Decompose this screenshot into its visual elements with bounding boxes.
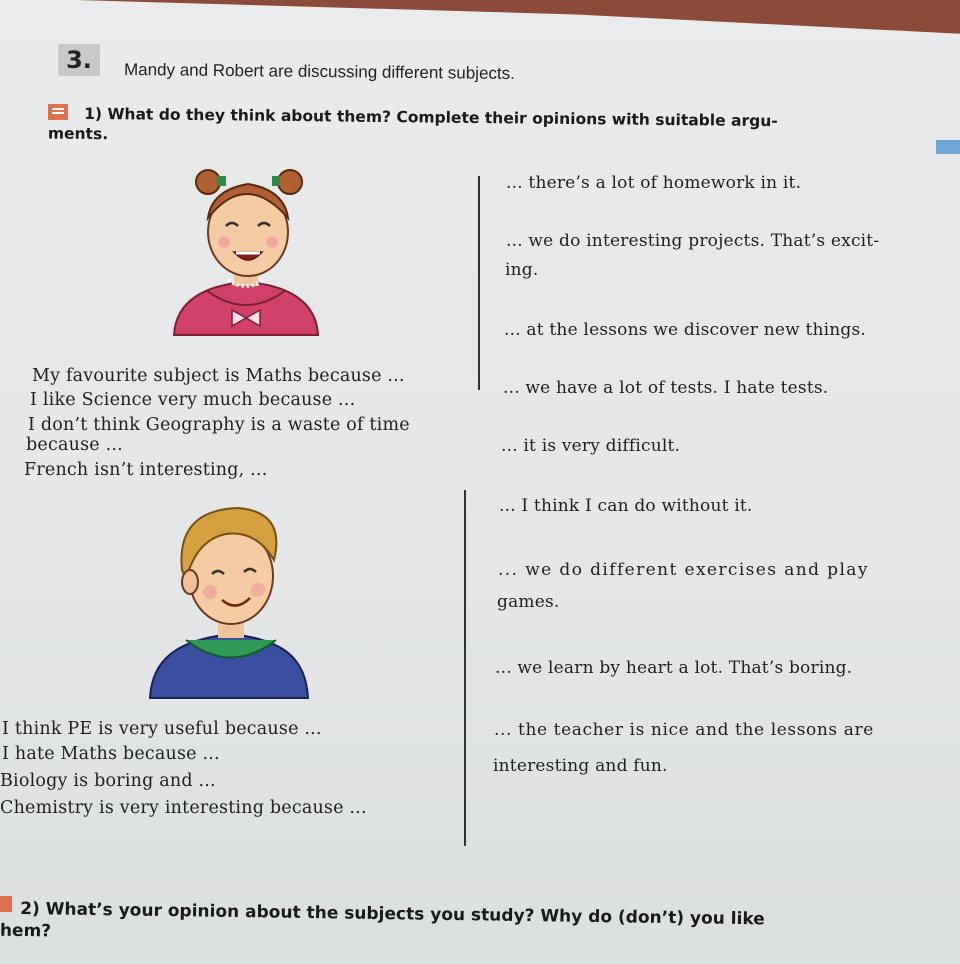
argument-item: ... it is very difficult. [501,436,681,456]
column-divider-bottom [464,490,466,846]
task2-line1: 2) What’s your opinion about the subjects you study? Why do (don’t) you like [20,898,765,930]
mandy-opinion: because ... [26,435,123,455]
robert-illustration [146,500,316,700]
argument-item-cont: interesting and fun. [493,756,668,776]
robert-opinion: Chemistry is very interesting because ... [0,798,367,818]
argument-item: ... we learn by heart a lot. That’s boring. [495,658,853,678]
argument-item: ... we do interesting projects. That’s excit- [506,231,880,251]
mandy-illustration [166,160,326,350]
argument-item: ... there’s a lot of homework in it. [506,173,802,193]
argument-item: ... I think I can do without it. [499,496,753,516]
mandy-opinion: I don’t think Geography is a waste of time [28,415,410,435]
robert-opinion: Biology is boring and ... [0,771,216,791]
exercise-number: 3. [58,44,100,76]
task1-line2: ments. [47,124,109,144]
argument-item: ... we do different exercises and play [498,560,869,580]
mandy-opinion: French isn’t interesting, ... [24,460,268,480]
column-divider-top [478,176,480,390]
argument-item-cont: ing. [505,260,539,280]
page-tab-marker [936,140,960,154]
mandy-opinion: My favourite subject is Maths because ... [32,366,405,386]
argument-item-cont: games. [497,592,560,612]
robert-opinion: I think PE is very useful because ... [2,719,322,739]
task2-line2: hem? [0,920,52,942]
argument-item: ... at the lessons we discover new things. [504,320,867,340]
task1-line1: 1) What do they think about them? Complete their opinions with suitable argu- [84,104,778,131]
robert-opinion: I hate Maths because ... [2,744,220,764]
mandy-opinion: I like Science very much because ... [30,390,356,410]
argument-item: ... the teacher is nice and the lessons are [494,720,874,740]
argument-item: ... we have a lot of tests. I hate tests. [503,378,829,398]
exercise-heading: Mandy and Robert are discussing different subjects. [123,59,516,84]
